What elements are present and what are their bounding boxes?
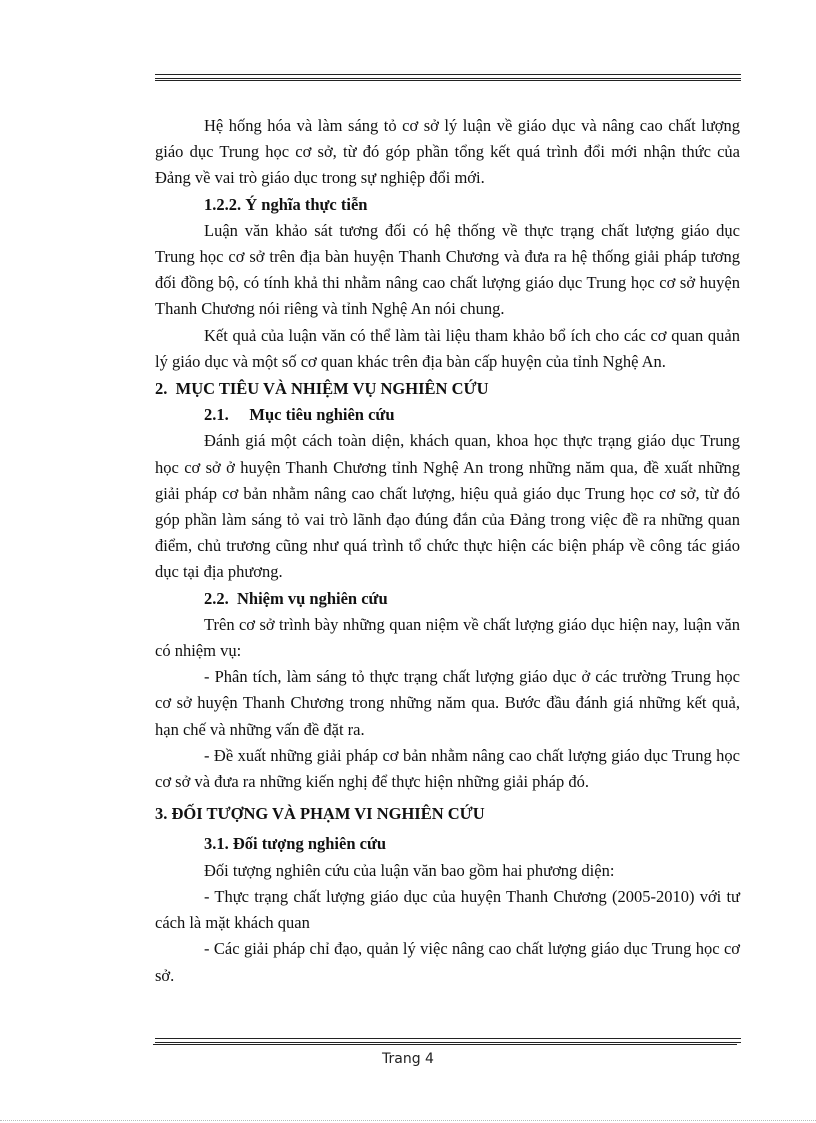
body-paragraph: Trên cơ sở trình bày những quan niệm về chất lượng giáo dục hiện nay, luận văn có nhiệm vụ: <box>155 614 740 661</box>
body-paragraph: Luận văn khảo sát tương đối có hệ thống về thực trạng chất lượng giáo dục Trung học cơ sở trên địa bàn huyện Thanh Chương và đưa ra hệ thống giải pháp tương đối đồng bộ, có tính khả thi nhằm nâng cao chất lượng giáo dục Trung học cơ sở huyện Thanh Chương nói riêng và tỉnh Nghệ An nói chung. <box>155 220 740 319</box>
section-heading-3-1: 3.1. Đối tượng nghiên cứu <box>204 834 387 854</box>
footer-thin-rule <box>153 1044 737 1045</box>
bullet-paragraph: - Đề xuất những giải pháp cơ bản nhằm nâng cao chất lượng giáo dục Trung học cơ sở và đưa ra những kiến nghị để thực hiện những giải pháp đó. <box>155 745 740 792</box>
footer-double-rule <box>155 1038 741 1043</box>
header-thin-rule <box>155 80 741 81</box>
section-heading-2: 2. MỤC TIÊU VÀ NHIỆM VỤ NGHIÊN CỨU <box>155 379 489 399</box>
section-heading-1-2-2: 1.2.2. Ý nghĩa thực tiễn <box>204 194 368 214</box>
body-paragraph: Hệ hống hóa và làm sáng tỏ cơ sở lý luận về giáo dục và nâng cao chất lượng giáo dục Trung học cơ sở, từ đó góp phần tổng kết quá trình đổi mới nhận thức của Đảng về vai trò giáo dục trong sự nghiệp đổi mới. <box>155 116 740 188</box>
page-number: Trang 4 <box>382 1051 434 1067</box>
body-paragraph: Kết quả của luận văn có thể làm tài liệu tham khảo bổ ích cho các cơ quan quản lý giáo dục và một số cơ quan khác trên địa bàn cấp huyện của tỉnh Nghệ An. <box>155 325 740 371</box>
bullet-paragraph: - Các giải pháp chỉ đạo, quản lý việc nâng cao chất lượng giáo dục Trung học cơ sở. <box>155 939 740 985</box>
section-heading-3: 3. ĐỐI TƯỢNG VÀ PHẠM VI NGHIÊN CỨU <box>155 804 485 824</box>
body-paragraph: Đánh giá một cách toàn diện, khách quan, khoa học thực trạng giáo dục Trung học cơ sở ở huyện Thanh Chương tỉnh Nghệ An trong những năm qua, đề xuất những giải pháp cơ bản nhằm nâng cao chất lượng, hiệu quả giáo dục Trung học cơ sở, từ đó góp phần làm sáng tỏ vai trò lãnh đạo đúng đắn của Đảng trong việc đề ra những quan điểm, chủ trương cũng như quá trình tổ chức thực hiện các biện pháp về công tác giáo dục tại địa phương. <box>155 431 740 582</box>
bullet-paragraph: - Thực trạng chất lượng giáo dục của huyện Thanh Chương (2005-2010) với tư cách là mặt khách quan <box>155 886 740 933</box>
bullet-paragraph: - Phân tích, làm sáng tỏ thực trạng chất lượng giáo dục ở các trường Trung học cơ sở huyện Thanh Chương trong những năm qua. Bước đầu đánh giá những kết quả, hạn chế và những vấn đề đặt ra. <box>155 667 740 739</box>
body-paragraph: Đối tượng nghiên cứu của luận văn bao gồm hai phương diện: <box>204 860 615 880</box>
page-edge-dotted-line <box>0 1120 816 1121</box>
page-body <box>155 113 740 989</box>
section-heading-2-1: 2.1. Mục tiêu nghiên cứu <box>204 405 395 425</box>
header-double-rule <box>155 74 741 79</box>
section-heading-2-2: 2.2. Nhiệm vụ nghiên cứu <box>204 588 388 608</box>
